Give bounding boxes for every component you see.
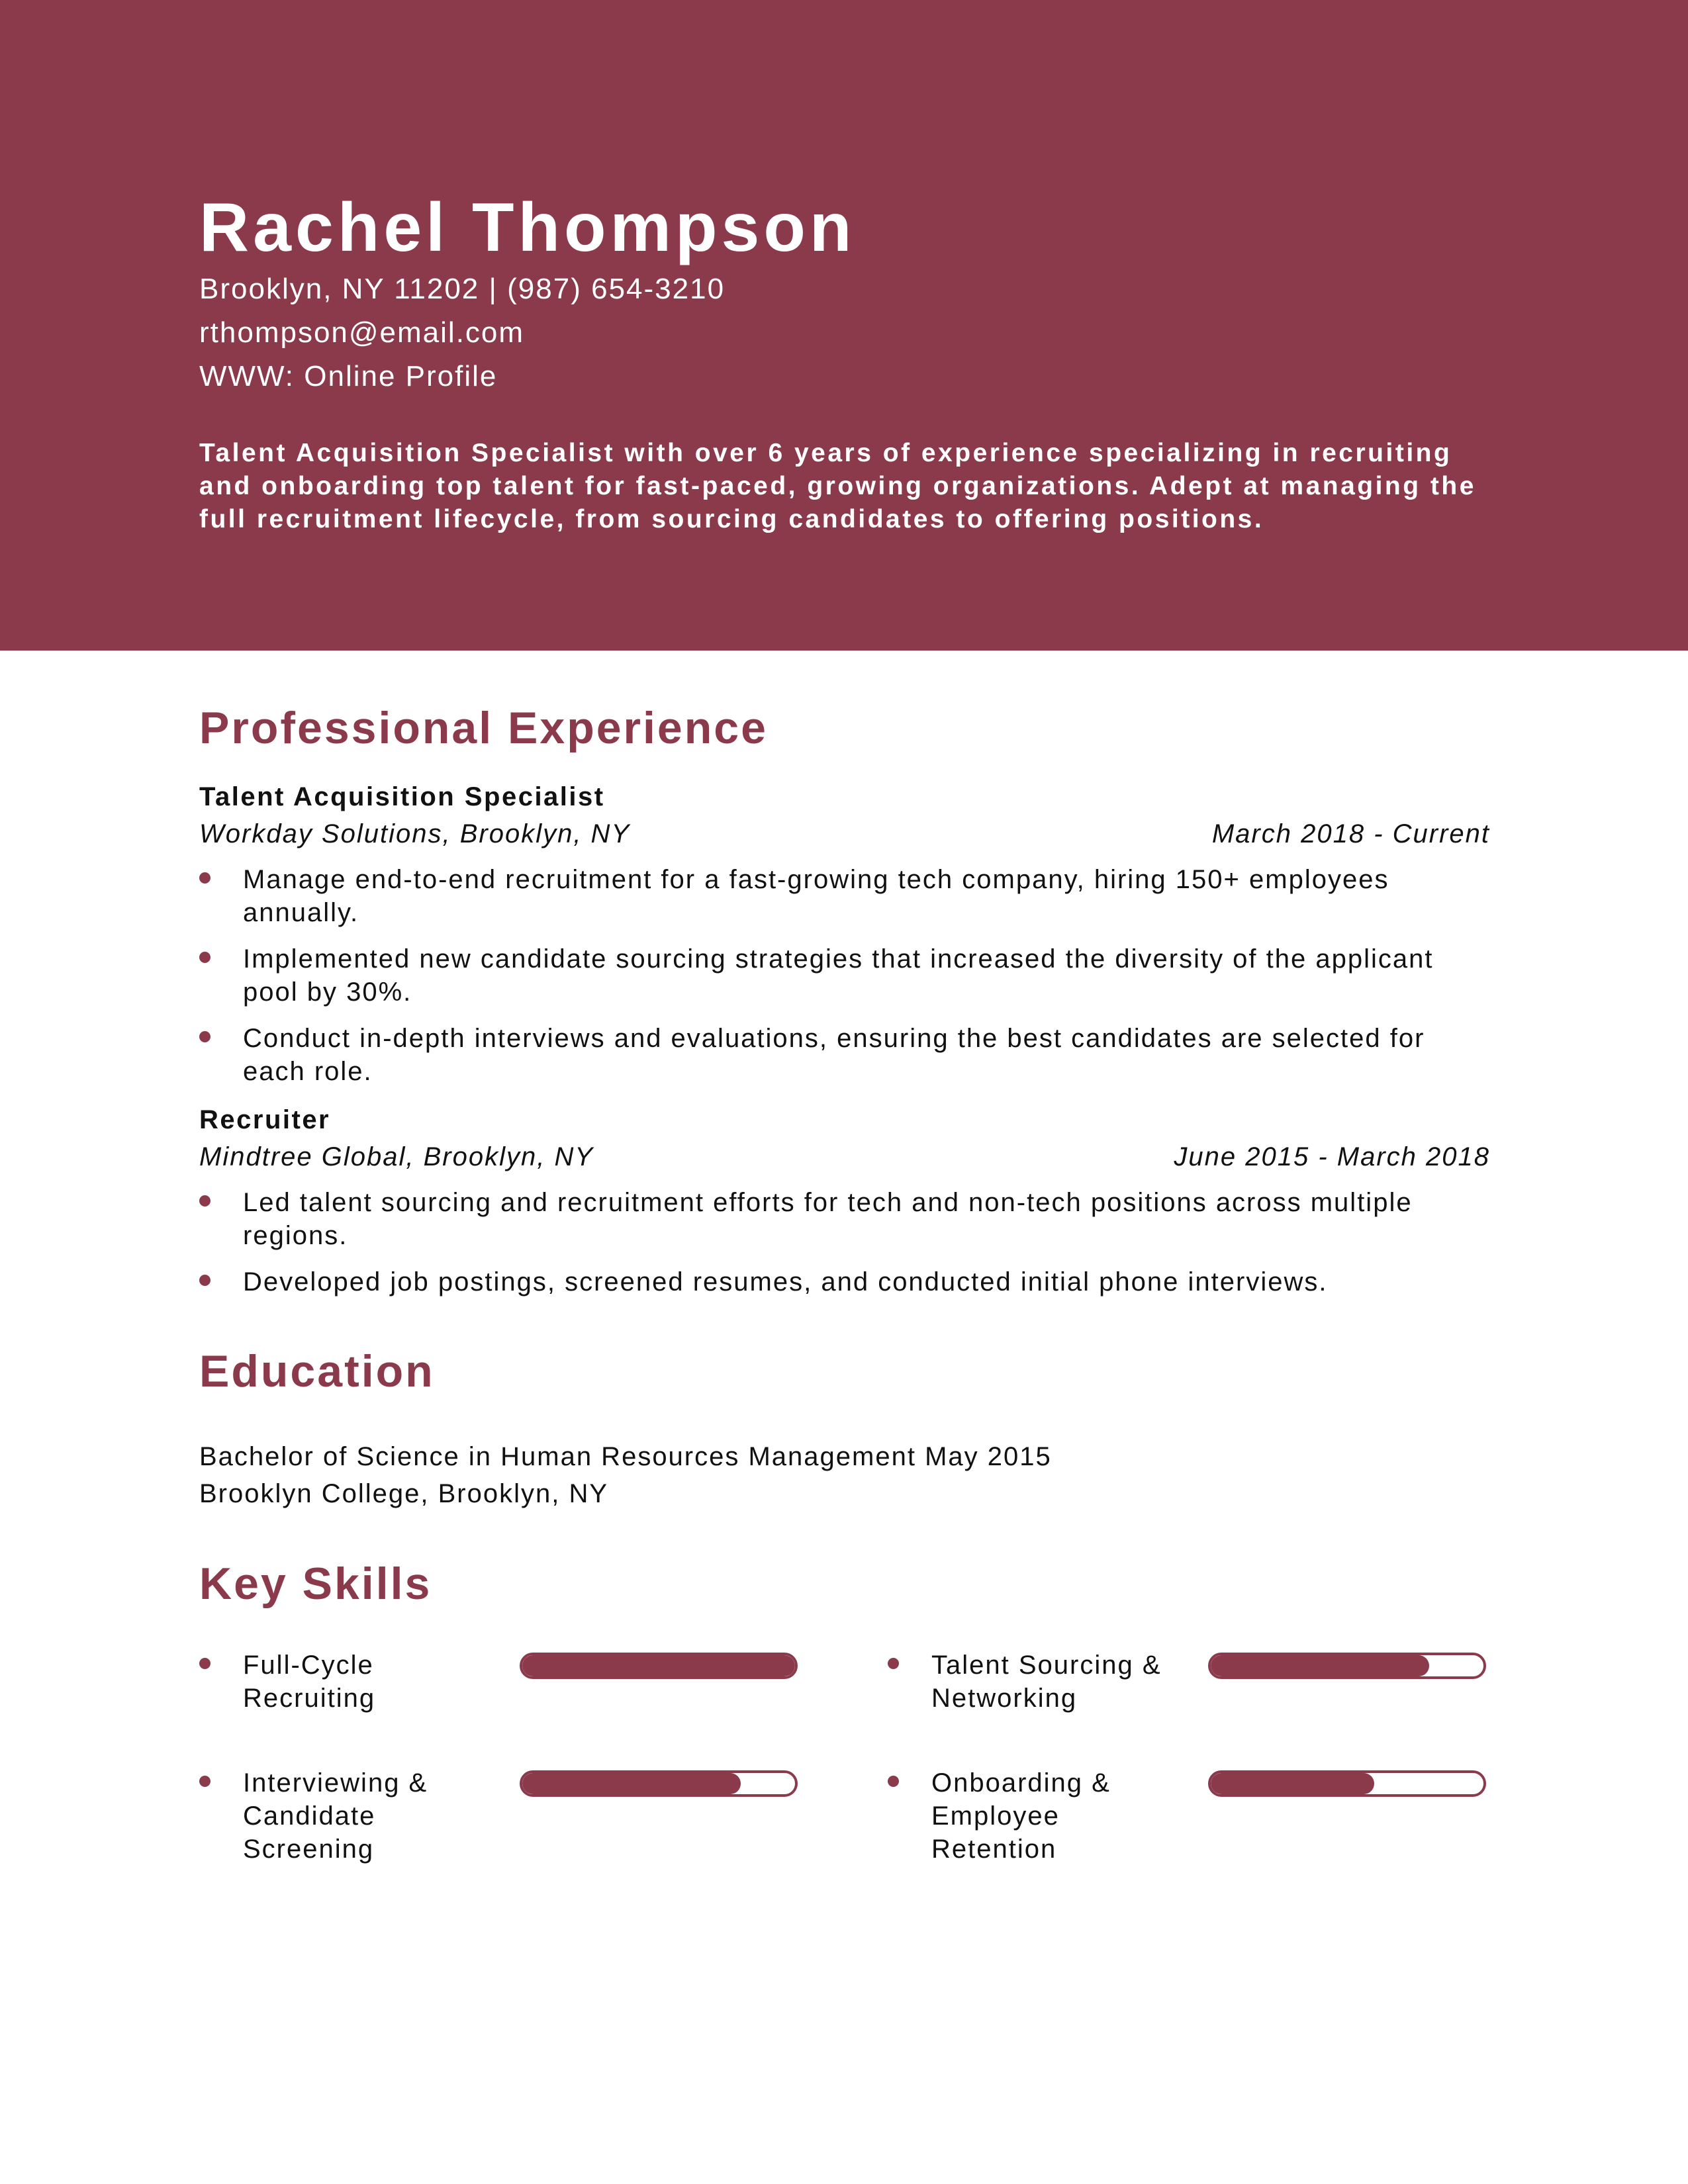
skill-level-bar [1208,1770,1486,1797]
education-heading: Education [199,1345,435,1396]
skill-name: Full-Cycle Recruiting [243,1650,376,1713]
skill-item [888,1649,1490,1754]
skill-name: Interviewing & Candidate Screening [243,1768,428,1864]
professional-summary: Talent Acquisition Specialist with over 6 years of experience specializing in recruiting and onboarding top talent for fast-paced, growing organizations. Adept at managing the full recruitment lifecycle, from sourcing candidates to offering positions. [199,439,1476,533]
bullet-dot-icon [199,1195,211,1206]
skill-item [199,1766,888,1872]
job-entry [199,780,1490,1088]
skills-grid [199,1649,1490,1872]
bullet-text: Developed job postings, screened resumes, and conducted initial phone interviews. [243,1267,1328,1297]
job-bullets [199,863,1490,1088]
resume-header [0,0,1688,651]
skill-level-fill [522,1773,741,1794]
skill-level-bar [520,1653,798,1679]
skill-level-bar [520,1770,798,1797]
www-label: WWW: [199,360,295,392]
job-company: Workday Solutions, Brooklyn, NY [199,819,631,848]
job-entry [199,1103,1490,1298]
bullet-dot-icon [199,1031,211,1042]
bullet-dot-icon [199,872,211,884]
online-profile-link[interactable]: Online Profile [304,360,498,392]
address-phone: Brooklyn, NY 11202 | (987) 654-3210 [199,273,726,305]
bullet-dot-icon [888,1776,899,1787]
bullet-text: Led talent sourcing and recruitment efforts for tech and non-tech positions across multiple regions. [243,1187,1413,1250]
header-content [199,189,1497,536]
skill-level-fill [1211,1655,1429,1676]
bullet-item [199,1022,1490,1088]
education-section [199,1345,1490,1513]
bullet-dot-icon [888,1658,899,1669]
education-details [199,1438,1490,1512]
bullet-item [199,1186,1490,1252]
job-company: Mindtree Global, Brooklyn, NY [199,1142,594,1171]
skill-item [888,1766,1490,1872]
www-line [199,355,1497,398]
job-title: Talent Acquisition Specialist [199,782,605,811]
email[interactable]: rthompson@email.com [199,316,525,349]
bullet-dot-icon [199,1776,211,1787]
bullet-item [199,1265,1490,1298]
school-line: Brooklyn College, Brooklyn, NY [199,1479,609,1509]
skill-item [199,1649,888,1754]
job-title: Recruiter [199,1105,331,1134]
contact-info [199,267,1497,398]
job-dates: March 2018 - Current [1211,819,1490,848]
bullet-text: Implemented new candidate sourcing strategies that increased the diversity of the applicant pool by 30%. [243,944,1434,1007]
job-dates: June 2015 - March 2018 [1174,1142,1490,1171]
bullet-item [199,863,1490,929]
bullet-dot-icon [199,952,211,963]
skill-name: Onboarding & Employee Retention [931,1768,1111,1864]
skill-level-bar [1208,1653,1486,1679]
skills-section [199,1557,1490,1872]
bullet-dot-icon [199,1275,211,1286]
candidate-name: Rachel Thompson [199,189,856,266]
skills-heading: Key Skills [199,1559,432,1610]
skill-name: Talent Sourcing & Networking [931,1650,1162,1713]
experience-heading: Professional Experience [199,703,768,753]
bullet-item [199,942,1490,1009]
bullet-dot-icon [199,1658,211,1669]
degree-line: Bachelor of Science in Human Resources Management May 2015 [199,1442,1052,1472]
job-bullets [199,1186,1490,1298]
skill-level-fill [522,1655,795,1676]
resume-body [199,702,1490,1872]
job-meta [199,814,1490,854]
skill-level-fill [1211,1773,1374,1794]
job-meta [199,1137,1490,1177]
bullet-text: Conduct in-depth interviews and evaluations, ensuring the best candidates are selected for each role. [243,1023,1425,1086]
bullet-text: Manage end-to-end recruitment for a fast-growing tech company, hiring 150+ employees annually. [243,864,1389,927]
experience-section [199,702,1490,1298]
